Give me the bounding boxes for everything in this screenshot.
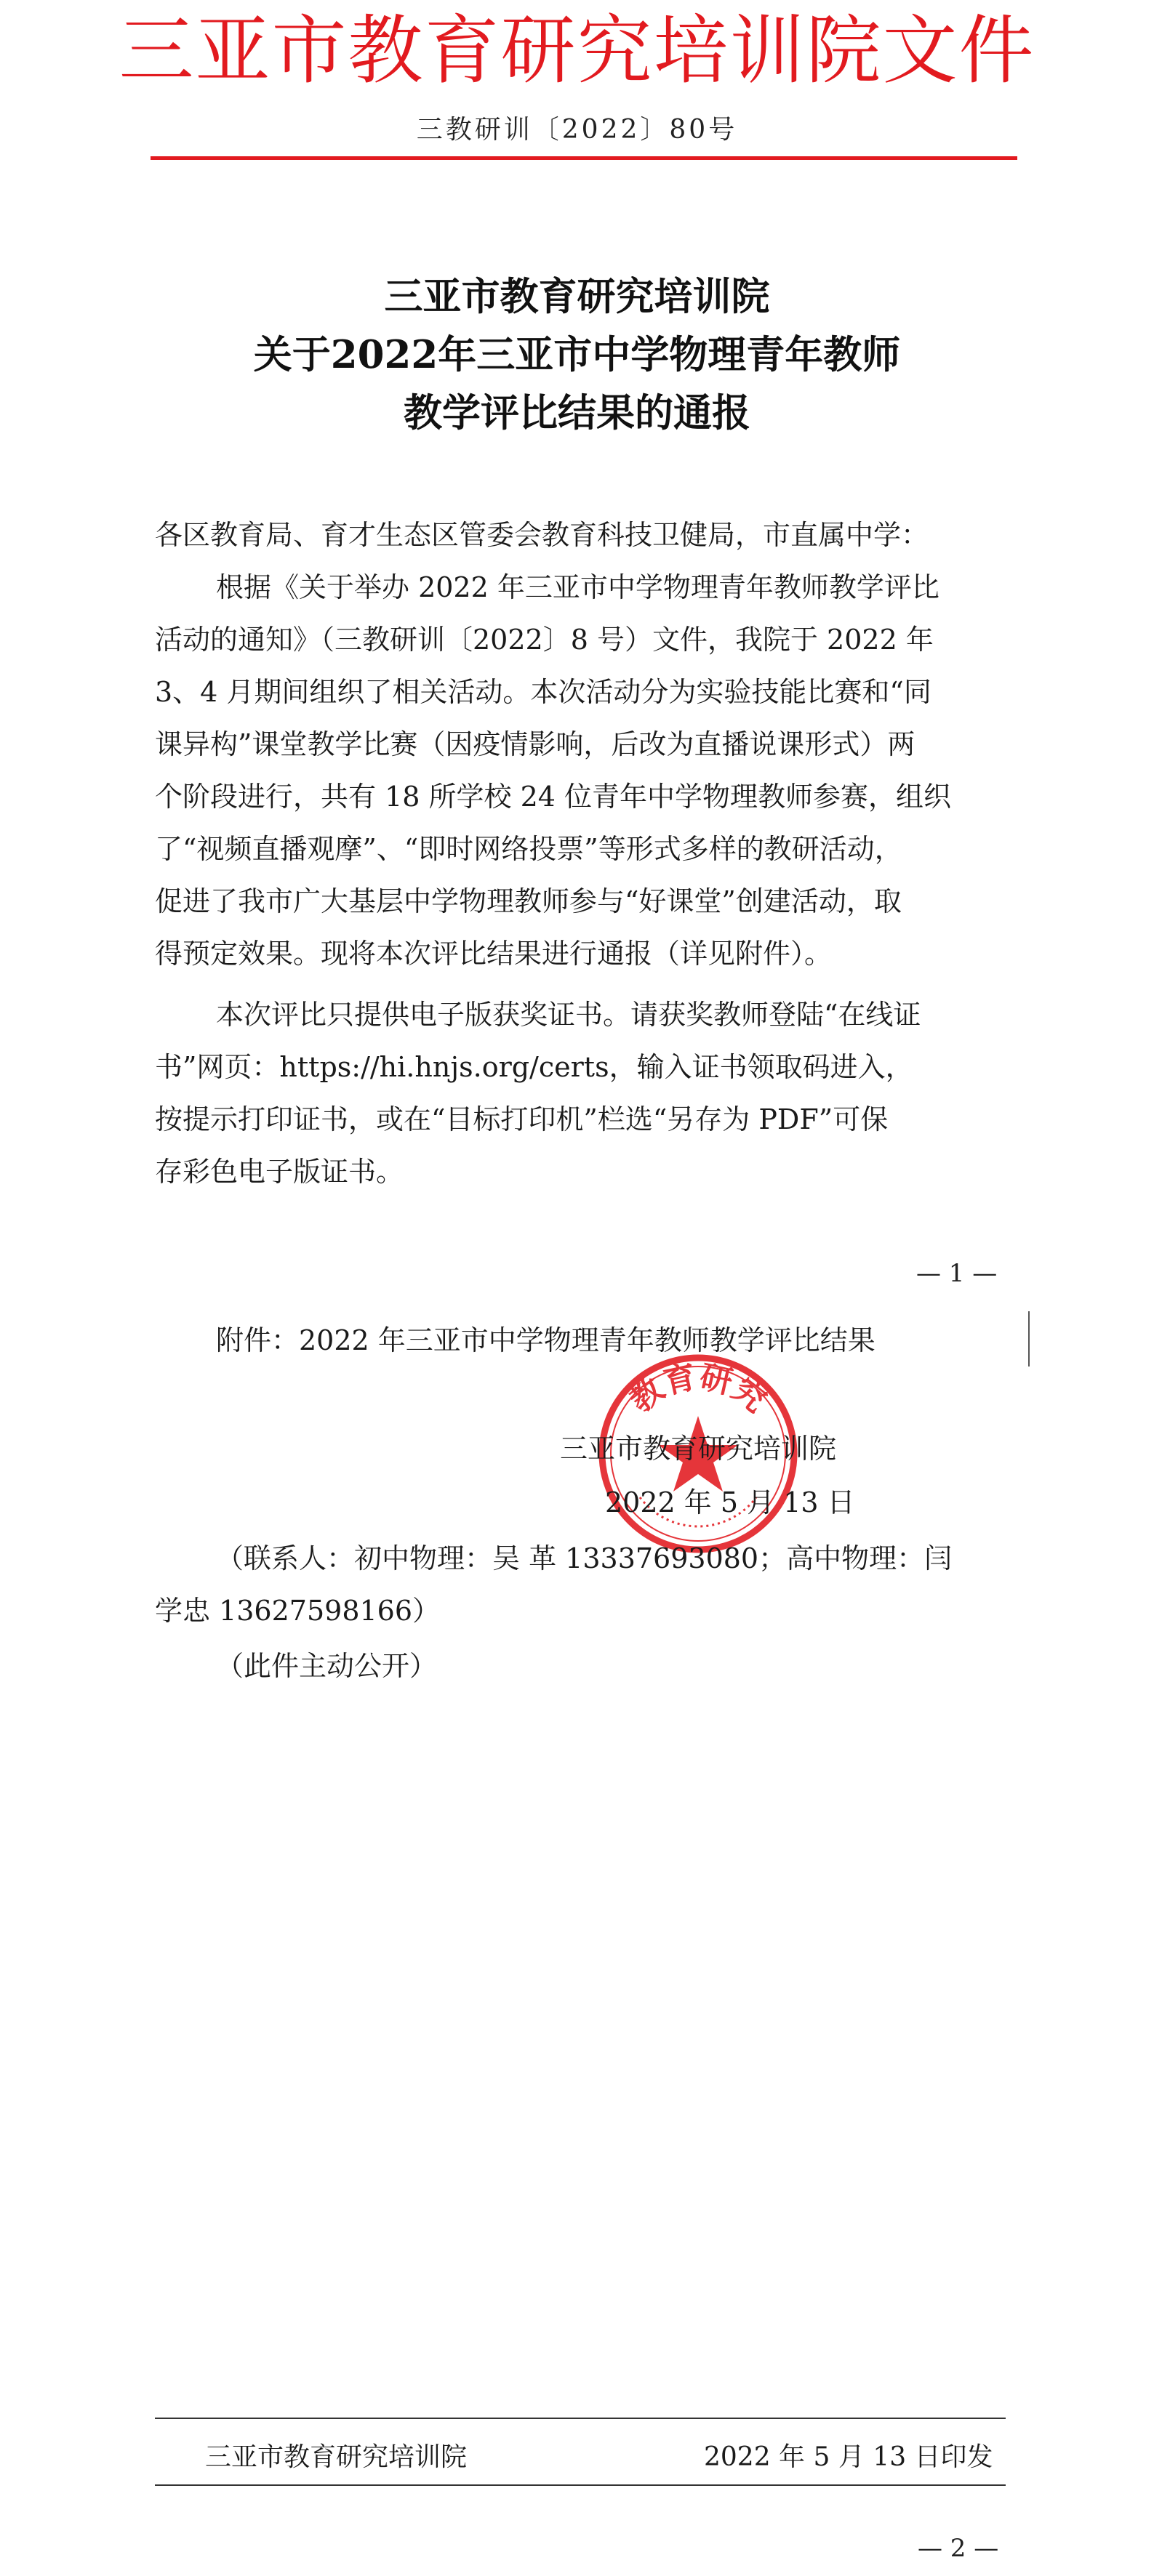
paragraph-line: 促进了我市广大基层中学物理教师参与“好课堂”创建活动，取 [155,885,902,917]
salutation-block [155,509,1006,561]
page-number-1: — 1 — [916,1259,998,1288]
footer-top-rule [155,2418,1006,2419]
margin-mark [1028,1311,1030,1367]
contact-block [155,1532,1006,1637]
seal-text: 教育研究 [622,1358,774,1420]
signature-date: 2022 年 5 月 13 日 [605,1486,855,1518]
paragraph-line: 3、4 月期间组织了相关活动。本次活动分为实验技能比赛和“同 [155,676,931,708]
footer-print-date: 2022 年 5 月 13 日印发 [704,2442,993,2472]
paragraph-2 [155,989,1006,1198]
title-line-2: 关于2022年三亚市中学物理青年教师 [253,332,901,377]
paragraph-1 [155,561,1006,980]
paragraph-line: 按提示打印证书，或在“目标打印机”栏选“另存为 PDF”可保 [155,1103,889,1135]
attachment-line: 附件：2022 年三亚市中学物理青年教师教学评比结果 [216,1324,875,1356]
org-file-title: 三亚市教育研究培训院文件 [119,7,1035,94]
paragraph-line: 书”网页：https://hi.hnjs.org/certs，输入证书领取码进入， [155,1051,913,1083]
paragraph-line: 根据《关于举办 2022 年三亚市中学物理青年教师教学评比 [216,571,939,603]
title-line-3: 教学评比结果的通报 [404,390,750,435]
title-line-1: 三亚市教育研究培训院 [384,274,770,319]
document-number: 三教研训〔2022〕80号 [416,115,738,145]
document-title [0,267,1154,442]
paragraph-line: 本次评比只提供电子版获奖证书。请获奖教师登陆“在线证 [216,999,921,1031]
footer-bottom-rule [155,2484,1006,2486]
paragraph-line: 了“视频直播观摩”、“即时网络投票”等形式多样的教研活动， [155,833,902,865]
footer-org: 三亚市教育研究培训院 [205,2442,468,2472]
salutation: 各区教育局、育才生态区管委会教育科技卫健局，市直属中学： [155,519,929,551]
paragraph-line: 个阶段进行，共有 18 所学校 24 位青年中学物理教师参赛，组织 [155,781,952,813]
red-header-divider [151,156,1017,160]
paragraph-line: 得预定效果。现将本次评比结果进行通报（详见附件）。 [155,938,833,970]
contact-line-1: （联系人：初中物理：吴 革 13337693080；高中物理：闫 [216,1542,953,1574]
disclosure-note: （此件主动公开） [216,1650,438,1682]
paragraph-line: 存彩色电子版证书。 [155,1156,404,1188]
paragraph-line: 课异构”课堂教学比赛（因疫情影响，后改为直播说课形式）两 [155,728,915,760]
paragraph-line: 活动的通知》（三教研训〔2022〕8 号）文件，我院于 2022 年 [155,624,934,656]
signature-org: 三亚市教育研究培训院 [560,1433,837,1465]
contact-line-2: 学忠 13627598166） [155,1595,441,1627]
page-number-2: — 2 — [918,2534,999,2563]
